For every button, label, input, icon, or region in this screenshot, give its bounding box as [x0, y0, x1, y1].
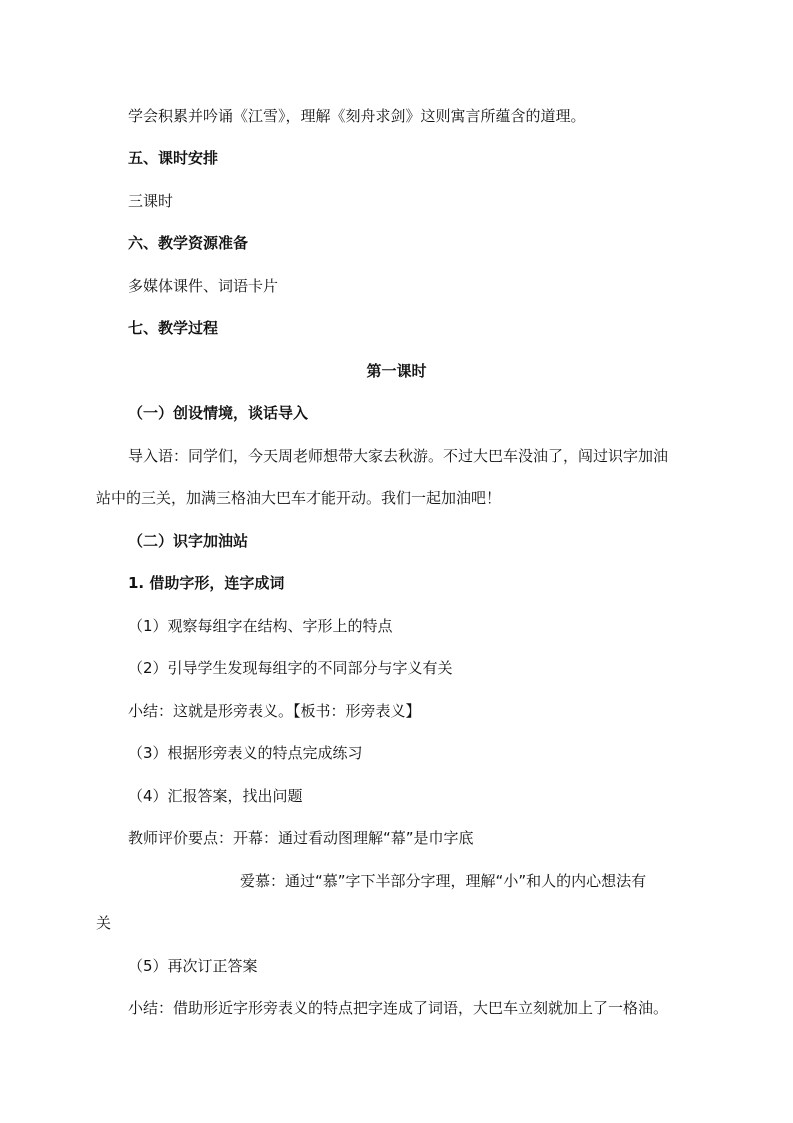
step-1: （1）观察每组字在结构、字形上的特点	[128, 617, 393, 635]
evaluation-point-1: 教师评价要点：开幕：通过看动图理解“幕”是巾字底	[128, 829, 474, 847]
paragraph-class-hours: 三课时	[128, 192, 174, 210]
summary-1: 小结：这就是形旁表义。【板书：形旁表义】	[128, 702, 421, 720]
section-heading-literacy: （二）识字加油站	[128, 532, 249, 550]
evaluation-point-2-wrap: 关	[96, 914, 112, 932]
subheading-word-building: 1. 借助字形，连字成词	[128, 574, 285, 592]
paragraph-intro-line-1: 导入语：同学们，今天周老师想带大家去秋游。不过大巴车没油了，闯过识字加油	[128, 447, 669, 465]
paragraph-goal-tail: 学会积累并吟诵《江雪》，理解《刻舟求剑》这则寓言所蕴含的道理。	[128, 107, 586, 125]
step-4: （4）汇报答案，找出问题	[128, 787, 303, 805]
heading-process: 七、教学过程	[128, 319, 219, 337]
evaluation-point-2: 爱慕：通过“慕”字下半部分字理，理解“小”和人的内心想法有	[240, 872, 647, 890]
step-5: （5）再次订正答案	[128, 957, 258, 975]
step-3: （3）根据形旁表义的特点完成练习	[128, 744, 363, 762]
lesson-title: 第一课时	[366, 362, 427, 380]
summary-2: 小结：借助形近字形旁表义的特点把字连成了词语，大巴车立刻就加上了一格油。	[128, 999, 669, 1017]
step-2: （2）引导学生发现每组字的不同部分与字义有关	[128, 659, 453, 677]
paragraph-intro-line-2: 站中的三关，加满三格油大巴车才能开动。我们一起加油吧！	[96, 489, 502, 507]
heading-resources: 六、教学资源准备	[128, 234, 249, 252]
heading-class-hours: 五、课时安排	[128, 149, 219, 167]
paragraph-resources: 多媒体课件、词语卡片	[128, 277, 279, 295]
section-heading-intro: （一）创设情境，谈话导入	[128, 404, 309, 422]
